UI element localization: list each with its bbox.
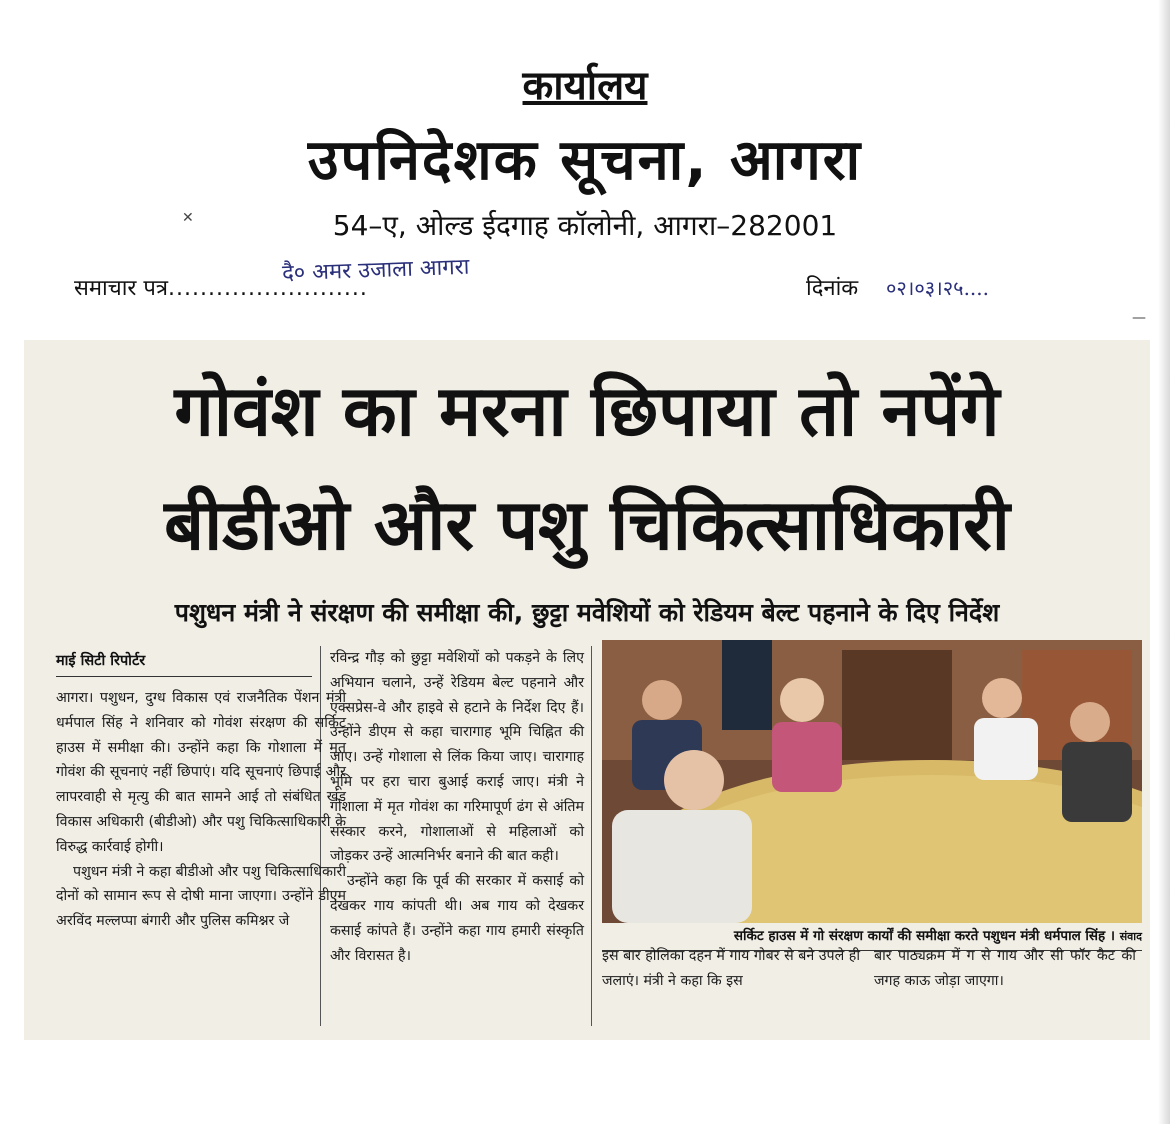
newspaper-handwritten: दै० अमर उजाला आगरा — [281, 254, 470, 287]
newspaper-label: समाचार पत्र — [74, 276, 169, 301]
date-label: दिनांक — [806, 276, 859, 301]
subheadline: पशुधन मंत्री ने संरक्षण की समीक्षा की, छुट्टा मवेशियों को रेडियम बेल्ट पहनाने के दिए निर्देश — [174, 598, 1000, 627]
date-field — [806, 272, 858, 302]
article-column-1 — [56, 686, 346, 934]
scan-edge — [1158, 0, 1170, 1124]
paragraph: उन्होंने कहा कि पूर्व की सरकार में कसाई को देखकर गाय कांपती थी। अब गाय को देखकर कसाई कांपते हैं। उन्होंने कहा गाय हमारी संस्कृति और विरासत है। — [330, 873, 584, 964]
paragraph: बार पाठ्यक्रम में ग से गाय और सी फॉर कैट की जगह काऊ जोड़ा जाएगा। — [874, 948, 1136, 989]
article-column-3 — [602, 944, 860, 994]
headline-line-2: बीडीओ और पशु चिकित्साधिकारी — [164, 484, 1010, 566]
paragraph: इस बार होलिका दहन में गाय गोबर से बने उपले ही जलाएं। मंत्री ने कहा कि इस — [602, 948, 860, 989]
office-title: कार्यालय — [522, 63, 648, 109]
byline: माई सिटी रिपोर्टर — [56, 650, 312, 677]
paragraph: पशुधन मंत्री ने कहा बीडीओ और पशु चिकित्साधिकारी दोनों को सामान रूप से दोषी माना जाएगा। उन्होंने डीएम अरविंद मल्लप्पा बंगारी और पुलिस कमिश्नर जे — [56, 863, 346, 930]
column-rule — [591, 646, 592, 1026]
headline-line-1: गोवंश का मरना छिपाया तो नपेंगे — [174, 370, 1000, 452]
office-address: 54–ए, ओल्ड ईदगाह कॉलोनी, आगरा–282001 — [332, 209, 838, 242]
photo-caption: सर्किट हाउस में गो संरक्षण कार्यों की समीक्षा करते पशुधन मंत्री धर्मपाल सिंह । संवाद — [602, 926, 1142, 951]
photo-credit: संवाद — [1119, 930, 1142, 943]
date-handwritten: ०२।०३।२५.... — [886, 276, 989, 300]
paragraph: रविन्द्र गौड़ को छुट्टा मवेशियों को पकड़ने के लिए अभियान चलाने, उन्हें रेडियम बेल्ट पहनाने और एक्सप्रेस-वे और हाइवे से हटाने के निर्देश दिए हैं। उन्होंने डीएम से कहा चारागाह भूमि चिह्नित की जाए। उन्हें गोशाला से लिंक किया जाए। चारागाह भूमि पर हरा चारा बुआई कराई जाए। मंत्री ने गोशाला में मृत गोवंश का गरिमापूर्ण ढंग से अंतिम संस्कार करने, गोशालाओं से महिलाओं को जोड़कर उन्हें आत्मनिर्भर बनाने की बात कही। — [330, 650, 584, 865]
article-column-4 — [874, 944, 1136, 994]
article-column-2 — [330, 646, 584, 968]
newspaper-clipping — [24, 340, 1150, 1040]
scan-mark: ✕ — [182, 210, 194, 226]
office-name: उपनिदेशक सूचना, आगरा — [307, 128, 863, 193]
newspaper-dots: ......................... — [168, 276, 368, 301]
news-photo — [602, 640, 1142, 923]
meeting-photo-illustration — [602, 640, 1142, 923]
scan-mark: — — [1132, 310, 1146, 326]
paragraph: आगरा। पशुधन, दुग्ध विकास एवं राजनैतिक पेंशन मंत्री धर्मपाल सिंह ने शनिवार को गोवंश संरक्षण की सर्किट हाउस में समीक्षा की। उन्होंने कहा कि गोशाला में मृत गोवंश की सूचनाएं नहीं छिपाएं। यदि सूचनाएं छिपाई और लापरवाही से मृत्यु की बात सामने आई तो संबंधित खंड विकास अधिकारी (बीडीओ) और पशु चिकित्साधिकारी के विरुद्ध कार्रवाई होगी। — [56, 690, 346, 855]
